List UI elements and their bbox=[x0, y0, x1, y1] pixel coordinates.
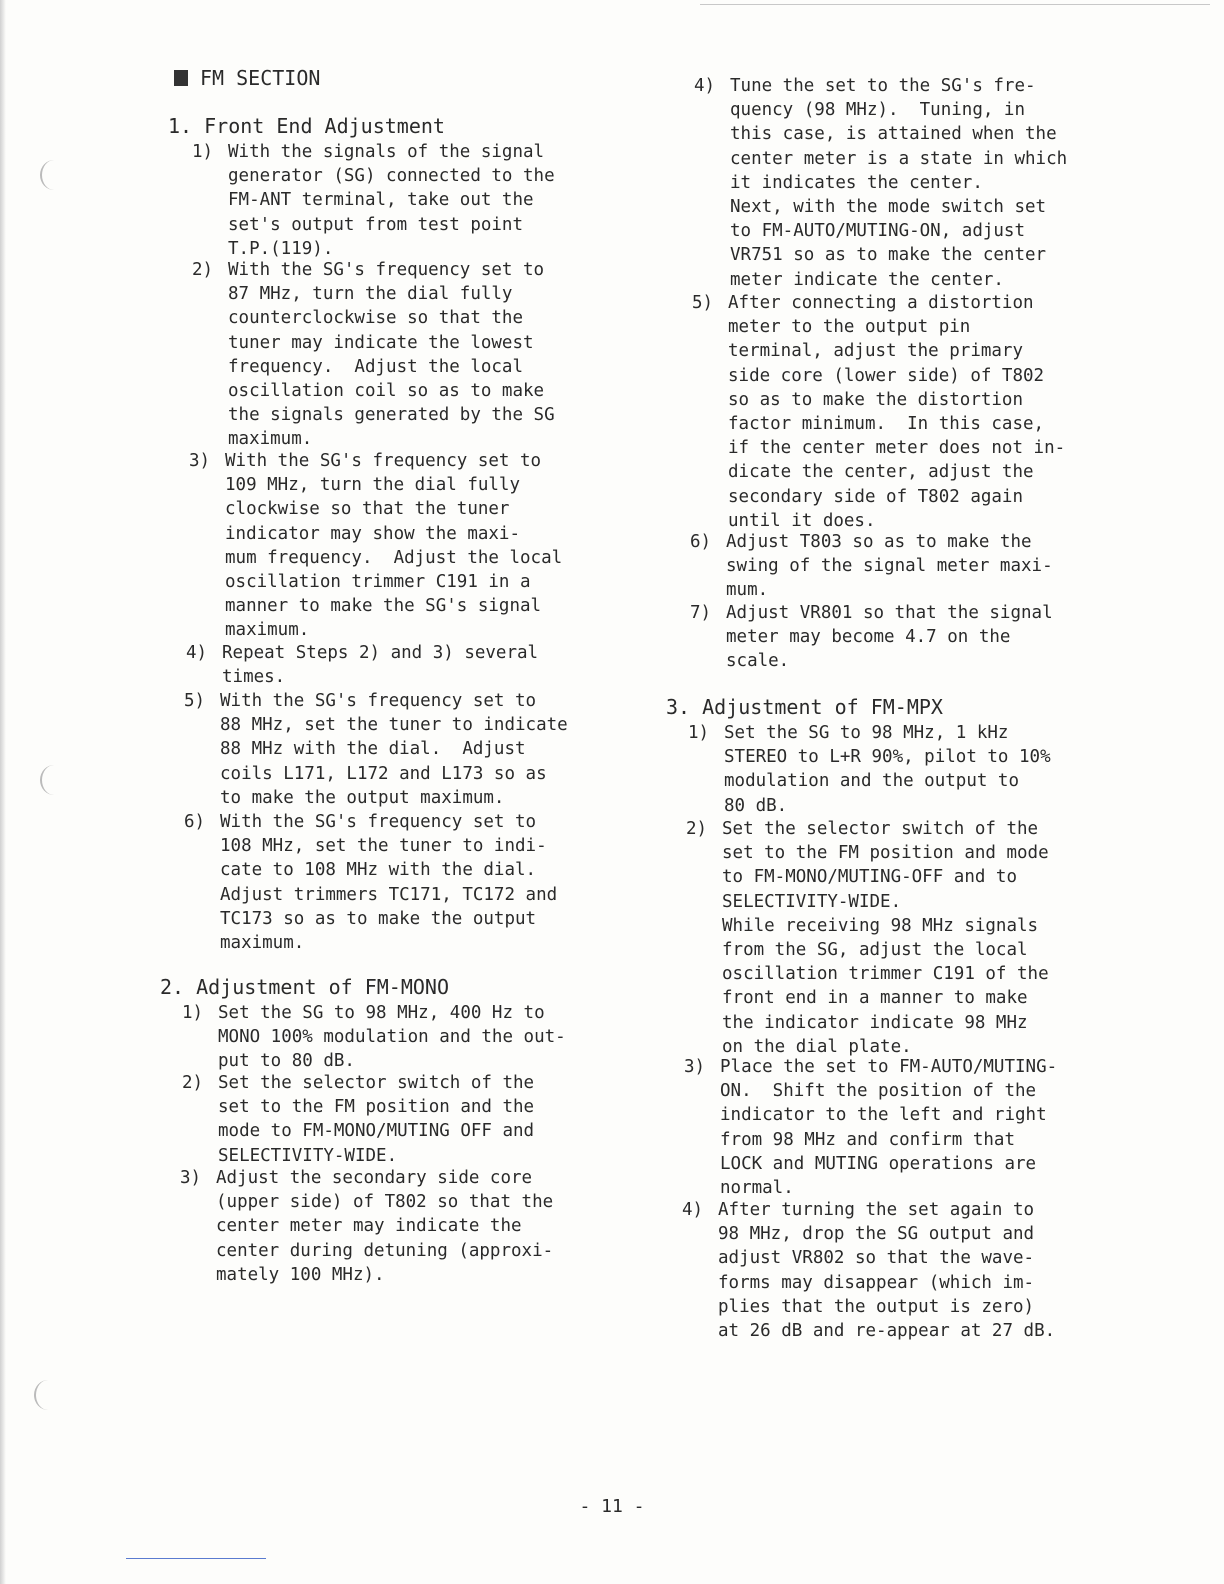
step-text: With the SG's frequency set to 108 MHz, set the tuner to indi- cate to 108 MHz with the dial. Adjust trimmers TC171, TC172 and TC173 so as to make the output maximum. bbox=[220, 812, 558, 954]
page-number: - 11 - bbox=[579, 1496, 645, 1517]
step-item bbox=[189, 449, 563, 641]
step-text: Adjust VR801 so that the signal meter may become 4.7 on the scale. bbox=[726, 603, 1053, 672]
step-text: Adjust the secondary side core (upper side) of T802 so that the center meter may indicate the center during detuning (approxi- mately 100 MHz). bbox=[216, 1168, 554, 1285]
step-item bbox=[692, 291, 1066, 531]
step-item bbox=[686, 817, 1049, 1057]
step-text: Repeat Steps 2) and 3) several times. bbox=[222, 643, 539, 688]
step-text: Set the selector switch of the set to the FM position and mode to FM-MONO/MUTING-OFF and to SELECTIVITY-WIDE. While receiving 98 MHz signals from the SG, adjust the local oscillation trimmer C191 of the front end in a manner to make the indicator indicate 98 MHz on the dial plate. bbox=[722, 819, 1049, 1057]
step-item bbox=[690, 601, 1053, 698]
heading-fm-mpx: 3. Adjustment of FM-MPX bbox=[666, 695, 943, 719]
step-item bbox=[180, 1166, 554, 1285]
footer-rule bbox=[126, 1558, 266, 1559]
step-number: 7) bbox=[690, 603, 712, 623]
step-text: With the SG's frequency set to 109 MHz, turn the dial fully clockwise so that the tuner indicator may show the maxi- mum frequency. Adjust the local oscillation trimmer C191 in a manner to make the SG's signal maximum. bbox=[225, 451, 563, 641]
step-number: 6) bbox=[690, 532, 712, 552]
step-item bbox=[694, 74, 1068, 290]
step-number: 1) bbox=[182, 1003, 204, 1023]
step-text: Place the set to FM-AUTO/MUTING- ON. Shift the position of the indicator to the left and right from 98 MHz and confirm that LOCK and MUTING operations are normal. bbox=[720, 1057, 1058, 1199]
step-text: Tune the set to the SG's fre- quency (98 MHz). Tuning, in this case, is attained when the center meter is a state in which it indicates the center. Next, with the mode switch set to FM-AUTO/MUTING-ON, adjust VR751 so as to make the center meter indicate the center. bbox=[730, 76, 1068, 290]
step-item bbox=[184, 810, 558, 954]
step-text: With the SG's frequency set to 87 MHz, turn the dial fully counterclockwise so that the tuner may indicate the lowest frequency. Adjust the local oscillation coil so as to make the signals generated by the SG maximum. bbox=[228, 260, 555, 450]
step-item bbox=[192, 140, 555, 259]
step-text: Set the SG to 98 MHz, 400 Hz to MONO 100% modulation and the out- put to 80 dB. bbox=[218, 1003, 566, 1072]
step-number: 5) bbox=[184, 691, 206, 711]
step-item bbox=[184, 689, 568, 808]
step-number: 4) bbox=[694, 76, 716, 96]
step-number: 4) bbox=[186, 643, 208, 663]
step-number: 1) bbox=[688, 723, 710, 743]
step-number: 5) bbox=[692, 293, 714, 313]
step-number: 2) bbox=[182, 1073, 204, 1093]
heading-front-end: 1. Front End Adjustment bbox=[168, 114, 445, 138]
step-number: 3) bbox=[180, 1168, 202, 1188]
section-title: FM SECTION bbox=[200, 66, 321, 90]
section-heading bbox=[174, 66, 320, 90]
step-text: Adjust T803 so as to make the swing of the signal meter maxi- mum. bbox=[726, 532, 1053, 601]
binder-hole-mark bbox=[40, 765, 68, 795]
heading-fm-mono: 2. Adjustment of FM-MONO bbox=[160, 975, 449, 999]
step-number: 2) bbox=[192, 260, 214, 280]
step-item bbox=[182, 1071, 535, 1168]
step-number: 3) bbox=[684, 1057, 706, 1077]
step-item bbox=[688, 721, 1051, 818]
step-number: 2) bbox=[686, 819, 708, 839]
step-item bbox=[682, 1198, 1056, 1342]
step-text: After connecting a distortion meter to the output pin terminal, adjust the primary side core (lower side) of T802 so as to make the distortion factor minimum. In this case, if the center meter does not in- dicate the center, adjust the secondary side of T802 again until it does. bbox=[728, 293, 1066, 531]
step-text: With the signals of the signal generator (SG) connected to the FM-ANT terminal, take out the set's output from test point T.P.(119). bbox=[228, 142, 555, 259]
step-item bbox=[192, 258, 555, 450]
step-number: 6) bbox=[184, 812, 206, 832]
step-text: With the SG's frequency set to 88 MHz, set the tuner to indicate 88 MHz with the dial. Adjust coils L171, L172 and L173 so as to make the output maximum. bbox=[220, 691, 568, 808]
step-text: Set the selector switch of the set to the FM position and the mode to FM-MONO/MUTING OFF and SELECTIVITY-WIDE. bbox=[218, 1073, 535, 1166]
step-number: 1) bbox=[192, 142, 214, 162]
step-text: Set the SG to 98 MHz, 1 kHz STEREO to L+R 90%, pilot to 10% modulation and the output to 80 dB. bbox=[724, 723, 1051, 816]
square-bullet-icon bbox=[174, 70, 188, 86]
binder-hole-mark bbox=[40, 160, 68, 190]
step-number: 4) bbox=[682, 1200, 704, 1220]
step-number: 3) bbox=[189, 451, 211, 471]
top-rule bbox=[700, 4, 1210, 5]
step-text: After turning the set again to 98 MHz, drop the SG output and adjust VR802 so that the wave- forms may disappear (which im- plies that the output is zero) at 26 dB and re-appear at 27 dB. bbox=[718, 1200, 1056, 1342]
page-edge-shadow bbox=[0, 0, 6, 1584]
binder-hole-mark bbox=[34, 1380, 62, 1410]
step-item bbox=[684, 1055, 1058, 1199]
